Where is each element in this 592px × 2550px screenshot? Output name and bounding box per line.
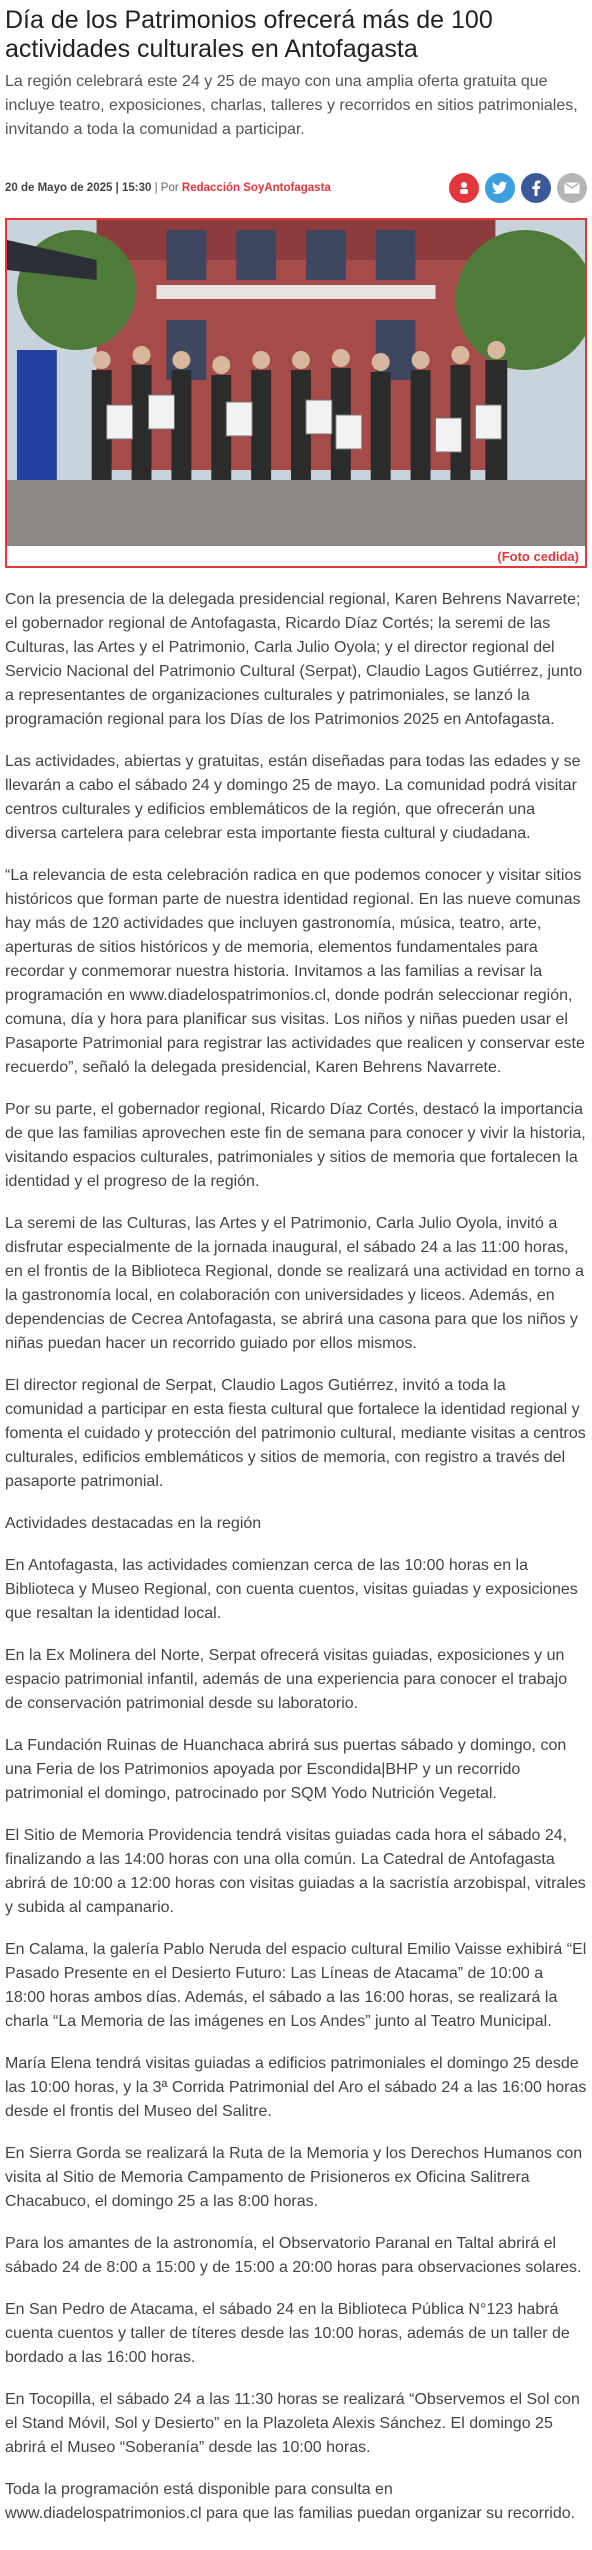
paragraph: Por su parte, el gobernador regional, Ricardo Díaz Cortés, destacó la importancia de que las familias aprovechen este fin de semana para conocer y vivir la historia, visitando espacios culturales, patrimoniales y sitios de memoria que fortalecen la identidad y el progreso de la región. <box>5 1101 586 1190</box>
paragraph: María Elena tendrá visitas guiadas a edificios patrimoniales el domingo 25 desde las 10:00 horas, y la 3ª Corrida Patrimonial del Aro el sábado 24 a las 16:00 horas desde el frontis del Museo del Salitre. <box>5 2055 587 2120</box>
article-body <box>5 588 587 2526</box>
article-lead: La región celebrará este 24 y 25 de mayo con una amplia oferta gratuita que incluye teatro, exposiciones, charlas, talleres y recorridos en sitios patrimoniales, invitando a toda la comunidad a participar. <box>5 73 578 138</box>
paragraph: Las actividades, abiertas y gratuitas, están diseñadas para todas las edades y se llevarán a cabo el sábado 24 y domingo 25 de mayo. La comunidad podrá visitar centros culturales y edificios emblemáticos de la región, que ofrecerán una diversa cartelera para celebrar esta importante fiesta cultural y ciudadana. <box>5 753 581 842</box>
article-figure <box>5 218 587 568</box>
paragraph: En San Pedro de Atacama, el sábado 24 en la Biblioteca Pública N°123 habrá cuenta cuentos y taller de títeres desde las 10:00 horas, además de un taller de bordado a las 16:00 horas. <box>5 2301 570 2366</box>
paragraph: La Fundación Ruinas de Huanchaca abrirá sus puertas sábado y domingo, con una Feria de los Patrimonios apoyada por Escondida|BHP y un recorrido patrimonial el domingo, patrocinado por SQM Yodo Nutrición Vegetal. <box>5 1737 567 1802</box>
article <box>0 6 592 2526</box>
paragraph: En Tocopilla, el sábado 24 a las 11:30 horas se realizará “Observemos el Sol con el Stand Móvil, Sol y Desierto” en la Plazoleta Alexis Sánchez. El domingo 25 abrirá el Museo “Soberanía” desde las 10:00 horas. <box>5 2391 580 2456</box>
article-meta <box>5 168 587 208</box>
section-heading: Actividades destacadas en la región <box>5 1515 262 1532</box>
share-icon[interactable] <box>449 173 479 203</box>
paragraph: Toda la programación está disponible para consulta en www.diadelospatrimonios.cl para que las familias puedan organizar su recorrido. <box>5 2481 576 2522</box>
paragraph: En Calama, la galería Pablo Neruda del espacio cultural Emilio Vaisse exhibirá “El Pasado Presente en el Desierto Futuro: Las Líneas de Atacama” de 10:00 a 18:00 horas ambos días. Además, el sábado a las 16:00 horas, se realizará la charla “La Memoria de las imágenes en Los Andes” junto al Teatro Municipal. <box>5 1941 587 2030</box>
paragraph: La seremi de las Culturas, las Artes y el Patrimonio, Carla Julio Oyola, invitó a disfrutar especialmente de la jornada inaugural, el sábado 24 a las 11:00 horas, en el frontis de la Biblioteca Regional, donde se realizará una actividad en torno a la gastronomía local, en colaboración con universidades y liceos. Además, en dependencias de Cecrea Antofagasta, se abrirá una casona para que los niños y niñas puedan hacer un recorrido guiado por ellos mismos. <box>5 1215 585 1352</box>
paragraph: Con la presencia de la delegada presidencial regional, Karen Behrens Navarrete; el gobernador regional de Antofagasta, Ricardo Díaz Cortés; la seremi de las Culturas, las Artes y el Patrimonio, Carla Julio Oyola; y el director regional del Servicio Nacional del Patrimonio Cultural (Serpat), Claudio Lagos Gutiérrez, junto a representantes de organizaciones culturales y patrimoniales, se lanzó la programación regional para los Días de los Patrimonios 2025 en Antofagasta. <box>5 591 583 728</box>
paragraph: “La relevancia de esta celebración radica en que podemos conocer y visitar sitios históricos que forman parte de nuestra identidad regional. En las nueve comunas hay más de 120 actividades que incluyen gastronomía, música, teatro, arte, aperturas de sitios históricos y de memoria, elementos fundamentales para recordar y conmemorar nuestra historia. Invitamos a las familias a revisar la programación en www.diadelospatrimonios.cl, donde podrán seleccionar región, comuna, día y hora para planificar sus visitas. Los niños y niñas pueden usar el Pasaporte Patrimonial para registrar las actividades que realicen y conservar este recuerdo”, señaló la delegada presidencial, Karen Behrens Navarrete. <box>5 867 585 1076</box>
photo-caption: (Foto cedida) <box>497 549 579 564</box>
share-bar <box>449 173 587 203</box>
paragraph: El director regional de Serpat, Claudio Lagos Gutiérrez, invitó a toda la comunidad a participar en esta fiesta cultural que fortalece la identidad regional y fomenta el cuidado y protección del patrimonio cultural, mediante visitas a centros culturales, edificios emblemáticos y sitios de memoria, con registro a través del pasaporte patrimonial. <box>5 1377 586 1490</box>
byline <box>5 182 331 194</box>
article-title: Día de los Patrimonios ofrecerá más de 100 actividades culturales en Antofagasta <box>5 6 493 63</box>
byline-prefix: | Por <box>154 182 179 194</box>
paragraph: El Sitio de Memoria Providencia tendrá visitas guiadas cada hora el sábado 24, finalizando a las 14:00 horas con una olla común. La Catedral de Antofagasta abrirá de 10:00 a 12:00 horas con visitas guiadas a la sacristía arzobispal, vitrales y subida al campanario. <box>5 1827 586 1916</box>
paragraph: En la Ex Molinera del Norte, Serpat ofrecerá visitas guiadas, exposiciones y un espacio patrimonial infantil, además de una experiencia para conocer el trabajo de conservación patrimonial desde su laboratorio. <box>5 1647 568 1712</box>
author-link[interactable]: Redacción SoyAntofagasta <box>181 182 331 194</box>
facebook-icon[interactable] <box>521 173 551 203</box>
paragraph: En Sierra Gorda se realizará la Ruta de la Memoria y los Derechos Humanos con visita al Sitio de Memoria Campamento de Prisioneros ex Oficina Salitrera Chacabuco, el domingo 25 a las 8:00 horas. <box>5 2145 583 2210</box>
twitter-icon[interactable] <box>485 173 515 203</box>
group-photo <box>7 220 585 546</box>
paragraph: Para los amantes de la astronomía, el Observatorio Paranal en Taltal abrirá el sábado 24 de 8:00 a 15:00 y de 15:00 a 20:00 horas para observaciones solares. <box>5 2235 582 2276</box>
paragraph: En Antofagasta, las actividades comienzan cerca de las 10:00 horas en la Biblioteca y Museo Regional, con cuenta cuentos, visitas guiadas y exposiciones que resaltan la identidad local. <box>5 1557 578 1622</box>
publish-date: 20 de Mayo de 2025 | 15:30 <box>5 182 152 194</box>
email-icon[interactable] <box>557 173 587 203</box>
